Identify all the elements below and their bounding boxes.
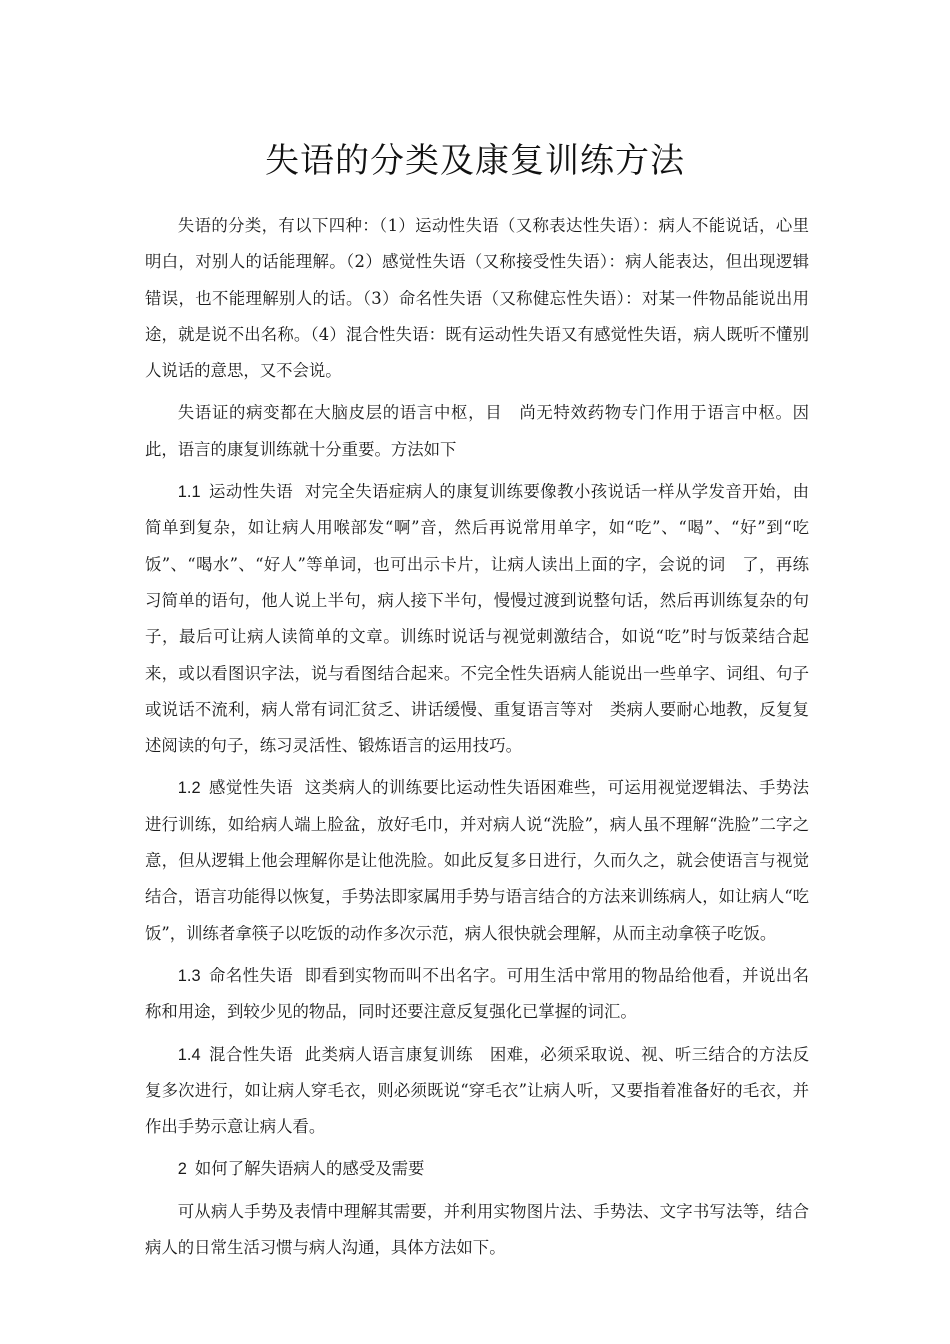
paragraph-text: 失语证的病变都在大脑皮层的语言中枢，目 尚无特效药物专门作用于语言中枢。因此，语言的康复训练就十分重要。方法如下 xyxy=(145,403,809,459)
document-title: 失语的分类及康复训练方法 xyxy=(265,141,685,181)
paragraph-communication-methods xyxy=(145,1194,809,1267)
section-heading: 命名性失语 xyxy=(208,965,294,985)
paragraph-motor-aphasia xyxy=(145,474,809,764)
section-heading: 感觉性失语 xyxy=(208,778,294,798)
paragraph-text: 对完全失语症病人的康复训练要像教小孩说话一样从学发音开始，由简单到复杂，如让病人用喉部发“啊”音，然后再说常用单字，如“吃”、“喝”、“好”到“吃饭”、“喝水”、“好人”等单词，也可出示卡片，让病人读出上面的字，会说的词 了，再练习简单的语句，他人说上半句，病人接下半句，慢慢过渡到说整句话，然后再训练复杂的句子，最后可让病人读简单的文章。训练时说话与视觉刺激结合，如说“吃”时与饭菜结合起来，或以看图识字法，说与看图结合起来。不完全性失语病人能说出一些单字、词组、句子或说话不流利，病人常有词汇贫乏、讲话缓慢、重复语言等对 类病人要耐心地教，反复复述阅读的句子，练习灵活性、锻炼语言的运用技巧。 xyxy=(145,482,810,756)
section-number: 1.2 xyxy=(177,779,201,798)
paragraph-text: 此类病人语言康复训练 困难，必须采取说、视、听三结合的方法反复多次进行，如让病人穿毛衣，则必须既说“穿毛衣”让病人听，又要指着准备好的毛衣，并作出手势示意让病人看。 xyxy=(145,1044,810,1137)
paragraph-section-2-heading xyxy=(145,1151,809,1187)
paragraph-text: 即看到实物而叫不出名字。可用生活中常用的物品给他看，并说出名称和用途，到较少见的物品，同时还要注意反复强化已掌握的词汇。 xyxy=(145,965,810,1022)
paragraph-anomic-aphasia xyxy=(145,958,809,1031)
paragraph-sensory-aphasia xyxy=(145,770,809,951)
paragraph-classification xyxy=(145,208,809,389)
section-number: 1.1 xyxy=(177,483,201,502)
document-body xyxy=(145,208,809,1272)
section-heading: 运动性失语 xyxy=(208,482,294,502)
section-heading: 混合性失语 xyxy=(208,1044,294,1064)
section-number: 1.3 xyxy=(177,966,201,985)
paragraph-text: 可从病人手势及表情中理解其需要，并利用实物图片法、手势法、文字书写法等，结合病人的日常生活习惯与病人沟通，具体方法如下。 xyxy=(145,1201,809,1258)
paragraph-intro-methods xyxy=(145,395,809,468)
paragraph-text: 这类病人的训练要比运动性失语困难些，可运用视觉逻辑法、手势法进行训练，如给病人端上脸盆，放好毛巾，并对病人说“洗脸”，病人虽不理解“洗脸”二字之意，但从逻辑上他会理解你是让他洗脸。如此反复多日进行，久而久之，就会使语言与视觉结合，语言功能得以恢复，手势法即家属用手势与语言结合的方法来训练病人，如让病人“吃饭”，训练者拿筷子以吃饭的动作多次示范，病人很快就会理解，从而主动拿筷子吃饭。 xyxy=(145,778,810,943)
section-number: 1.4 xyxy=(177,1045,201,1064)
section-number: 2 xyxy=(177,1160,187,1179)
paragraph-mixed-aphasia xyxy=(145,1037,809,1146)
paragraph-text: 如何了解失语病人的感受及需要 xyxy=(194,1159,425,1179)
paragraph-text: 失语的分类，有以下四种：（1）运动性失语（又称表达性失语）：病人不能说话，心里明白，对别人的话能理解。（2）感觉性失语（又称接受性失语）：病人能表达，但出现逻辑错误，也不能理解别人的话。（3）命名性失语（又称健忘性失语）：对某一件物品能说出用途，就是说不出名称。（4）混合性失语：既有运动性失语又有感觉性失语，病人既听不懂别人说话的意思，又不会说。 xyxy=(145,216,809,381)
